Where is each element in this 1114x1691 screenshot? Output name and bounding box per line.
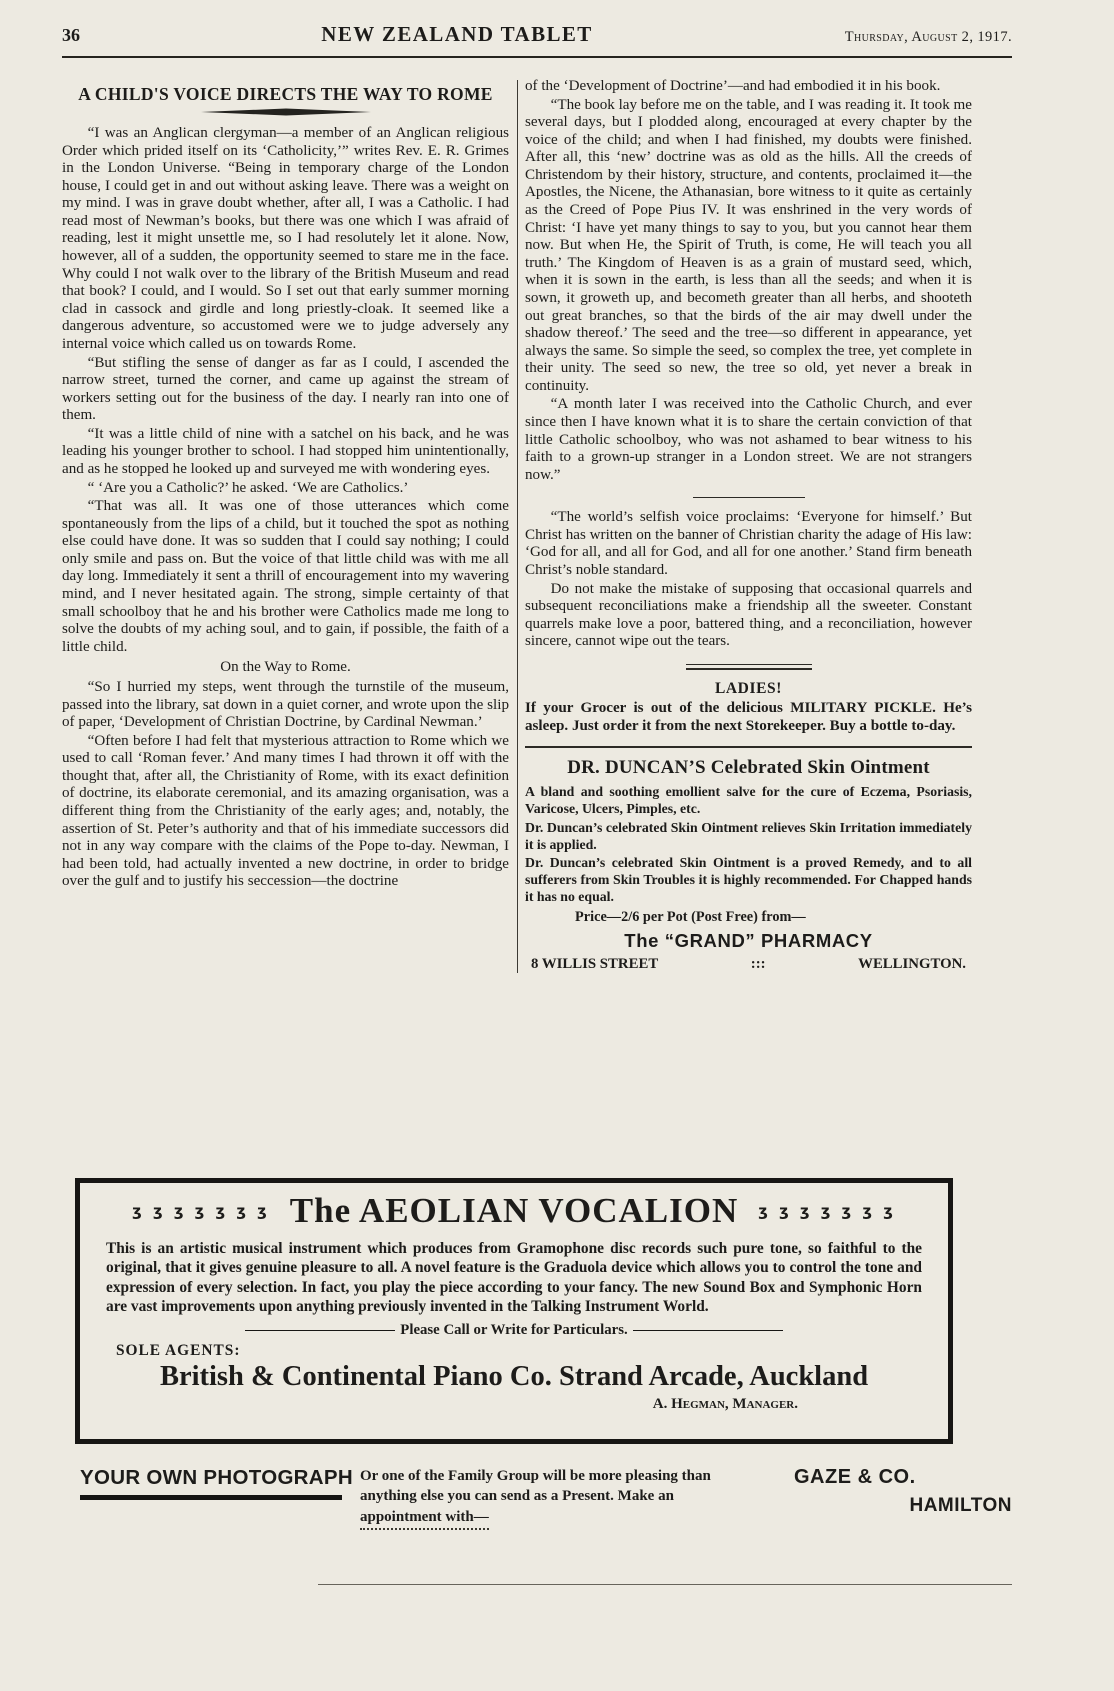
military-pickle-ad xyxy=(525,680,972,735)
ointment-ad-line: Dr. Duncan’s celebrated Skin Ointment relieves Skin Irritation immediately it is applied. xyxy=(525,819,972,852)
call-or-write-text: Please Call or Write for Particulars. xyxy=(400,1321,628,1338)
ointment-ad-line: A bland and soothing emollient salve for the cure of Eczema, Psoriasis, Varicose, Ulcers, Pimples, etc. xyxy=(525,784,972,816)
pharmacy-address xyxy=(525,956,972,973)
piano-company-name: British & Continental Piano Co. Strand Arcade, Auckland xyxy=(159,1360,869,1392)
article-paragraph: “It was a little child of nine with a satchel on his back, and he was leading his younger brother to school. I had stopped him unintentionally, and as he stopped he looked up and surveyed me with wondering eyes. xyxy=(62,425,509,477)
call-or-write-line xyxy=(102,1322,926,1339)
ornament-glyphs-left: ʒ ʒ ʒ ʒ ʒ ʒ ʒ xyxy=(132,1202,270,1220)
right-column xyxy=(525,78,972,973)
article-paragraph: “That was all. It was one of those utterances which come spontaneously from the lips of a child, but it touched the spot as nothing else could have done. It was so sudden that I could say nothing; I could only smile and pass on. But the voice of that little child was with me all day long. Immediately it sent a thrill of encouragement into my wavering mind, and I never hesitated again. The strong, simple certainty of that small schoolboy that he and his brother were Catholics made me long to solve the doubts of my aching soul, and to gain, if possible, the faith of a little child. xyxy=(62,498,509,655)
column-divider-rule xyxy=(517,80,518,973)
article-paragraph: “A month later I was received into the Catholic Church, and ever since then I have known what it is to share the certain conviction of that little Catholic schoolboy, who was not ashamed to bear witness to his faith to a grown-up stranger in a London street. We are not strangers now.” xyxy=(525,396,972,483)
article-paragraph: “But stifling the sense of danger as far as I could, I ascended the narrow street, turned the corner, and came up against the stream of workers setting out for the business of the day. I nearly ran into one of them. xyxy=(62,354,509,424)
article-paragraph-continued: of the ‘Development of Doctrine’—and had embodied it in his book. xyxy=(525,78,941,94)
filler-paragraph: “The world’s selfish voice proclaims: ‘Everyone for himself.’ But Christ has written on the banner of Christian charity the adage of His law: ‘God for all, and all for God, and all for one another.’ Stand firm beneath Christ’s noble standard. xyxy=(525,509,972,579)
photograph-ad-title-block xyxy=(80,1466,353,1500)
section-divider-double-rule xyxy=(686,664,812,670)
photograph-ad-title: YOUR OWN PHOTOGRAPH xyxy=(80,1466,353,1489)
article-paragraph: “ ‘Are you a Catholic?’ he asked. ‘We are Catholics.’ xyxy=(87,479,409,496)
dash-rule-right xyxy=(633,1330,783,1331)
photograph-ad-line: appointment with— xyxy=(360,1507,489,1530)
address-separator: ::: xyxy=(750,955,766,972)
article-paragraph: “Often before I had felt that mysterious attraction to Rome which we used to call ‘Roman fever.’ And many times I had thrown it off with the thought that, after all, the Christianity of Rome, with its exact definition of doctrine, its elaborate ceremonial, and its amazing organisation, was a different thing from the Christianity of the early ages; and, notably, the assertion of St. Peter’s authority and that of his immediate successors did not in any way compare with the claims of the Pope to-day. Newman, I had been told, had actually invented a new doctrine, in order to bridge over the gulf and to justify his seccession—the doctrine xyxy=(62,732,509,890)
sole-agents-label: SOLE AGENTS: xyxy=(116,1341,241,1359)
article-headline: A CHILD'S VOICE DIRECTS THE WAY TO ROME xyxy=(78,84,493,104)
photograph-ad-body xyxy=(360,1466,776,1530)
photographer-company: GAZE & CO. xyxy=(794,1466,916,1488)
left-column xyxy=(62,78,509,973)
manager-name: A. Hegman, Manager. xyxy=(652,1395,798,1412)
heavy-rule xyxy=(80,1495,342,1500)
aeolian-ad-body: This is an artistic musical instrument which produces from Gramophone disc records such pure tone, so faithful to the original, that it gives genuine pleasure to all. A novel feature is the Graduola device which allows you to control the tone and expression of every selection. In fact, you play the piece according to your fancy. The new Sound Box and Symphonic Horn are vast improvements upon anything previously invented in the Talking Instrument World. xyxy=(106,1240,922,1316)
photograph-ad-line: anything else you can send as a Present. Make an xyxy=(360,1488,674,1505)
dash-rule-left xyxy=(245,1330,395,1331)
article-paragraph: “I was an Anglican clergyman—a member of an Anglican religious Order which prided itself on its ‘Catholicity,’” writes Rev. E. R. Grimes in the London Universe. “Being in temporary charge of the London house, I could get in and out without asking leave. There was a weight on my mind. I was in grave doubt whether, after all, I was a Catholic. I had read most of Newman’s books, but there was one which I was afraid of reading, lest it might unsettle me, so I had resolutely let it alone. Now, however, all of a sudden, the opportunity seemed to stare me in the face. Why could I not walk over to the library of the British Museum and read that book? I could, and I would. So I set out that early summer morning clad in cassock and girdle and long priestly-cloak. It seemed like a dangerous adventure, so accustomed were we to judge adversely any internal voice which called us on towards Rome. xyxy=(62,125,509,352)
masthead-title: NEW ZEALAND TABLET xyxy=(321,22,593,46)
issue-date: Thursday, August 2, 1917. xyxy=(844,29,1012,45)
photograph-ad-line: Or one of the Family Group will be more pleasing than xyxy=(360,1468,711,1484)
section-divider-rule xyxy=(693,497,805,498)
page-header xyxy=(62,22,1012,58)
page-number: 36 xyxy=(62,25,80,45)
photographer-city: HAMILTON xyxy=(909,1495,1012,1516)
ointment-ad-price: Price—2/6 per Pot (Post Free) from— xyxy=(575,908,806,925)
swelled-rule-ornament xyxy=(201,108,371,116)
pharmacy-name: The “GRAND” PHARMACY xyxy=(624,929,873,951)
gaze-co-block xyxy=(794,1466,1012,1517)
ointment-ad-headline: DR. DUNCAN’S Celebrated Skin Ointment xyxy=(567,757,930,779)
pharmacy-city: WELLINGTON. xyxy=(858,955,966,972)
photograph-ad-strip xyxy=(80,1466,1012,1530)
ointment-ad-line: Dr. Duncan’s celebrated Skin Ointment is a proved Remedy, and to all sufferers from Skin Troubles it is highly recommended. For Chapped hands it has no equal. xyxy=(525,855,972,905)
ornament-glyphs-right: ʒ ʒ ʒ ʒ ʒ ʒ ʒ xyxy=(758,1202,896,1220)
pickle-ad-body: If your Grocer is out of the delicious MILITARY PICKLE. He’s asleep. Just order it from the next Storekeeper. Buy a bottle to-day. xyxy=(525,699,972,734)
article-subhead: On the Way to Rome. xyxy=(220,659,351,676)
article-paragraph: “So I hurried my steps, went through the turnstile of the museum, passed into the library, sat down in a quiet corner, and wrote upon the slip of paper, ‘Development of Christian Doctrine, by Cardinal Newman.’ xyxy=(62,678,509,731)
aeolian-vocalion-ad xyxy=(75,1178,953,1444)
column-area xyxy=(62,78,972,973)
skin-ointment-ad xyxy=(525,757,972,972)
bottom-edge-rule xyxy=(318,1584,1012,1585)
pickle-ad-heading: LADIES! xyxy=(714,679,783,697)
aeolian-title-row xyxy=(102,1191,926,1231)
ad-divider-rule xyxy=(525,746,972,748)
filler-paragraph: Do not make the mistake of supposing that occasional quarrels and subsequent reconciliations make a friendship all the sweeter. Constant quarrels make love a poor, battered thing, and a reconciliation, however sincere, cannot wipe out the tears. xyxy=(525,580,972,650)
aeolian-ad-title: The AEOLIAN VOCALION xyxy=(289,1191,739,1230)
pharmacy-street: 8 WILLIS STREET xyxy=(531,955,659,972)
article-paragraph: “The book lay before me on the table, and I was reading it. It took me several days, but I plodded along, encouraged at every chapter by the voice of the child; and when I had finished, my doubts were finished. After all, this ‘new’ doctrine was as old as the hills. All the creeds of Christendom by their history, structure, and contents, proclaimed it—the Apostles, the Nicene, the Athanasian, bore witness to it quite as certainly as the Creed of Pope Pius IV. It was enshrined in the very words of Christ: ‘I have yet many things to say to you, but you cannot hear them now. But when He, the Spirit of Truth, is come, He will teach you all truth.’ The Kingdom of Heaven is as a grain of mustard seed, which, when it is sown in the earth, is less than all the seeds; and when it is sown, it groweth up, and becometh greater than all herbs, and shooteth out great branches, so that the birds of the air may dwell under the shadow thereof.’ The seed and the tree—so different in appearance, yet always the same. So simple the seed, so complex the tree, yet complete in their unity. The seed so new, the tree so old, yet never a break in continuity. xyxy=(525,96,972,394)
